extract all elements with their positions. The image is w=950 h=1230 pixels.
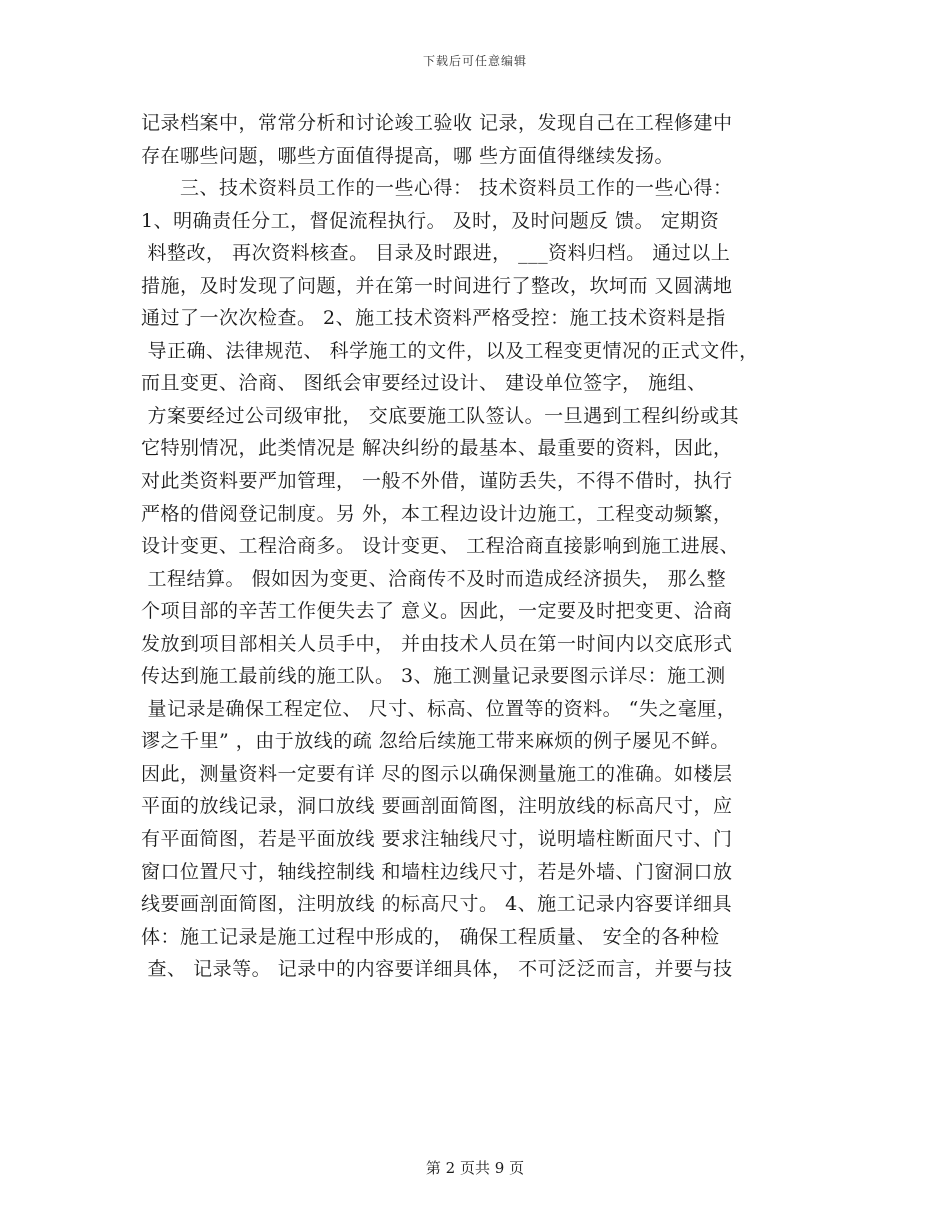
- text-line: 而且变更、洽商、 图纸会审要经过设计、 建设单位签字， 施组、: [141, 372, 707, 395]
- text-line: 工程结算。 假如因为变更、洽商传不及时而造成经济损失， 那么整: [141, 567, 727, 590]
- text-line: 设计变更、工程洽商多。 设计变更、 工程洽商直接影响到施工进展、: [141, 535, 740, 558]
- text-line: 量记录是确保工程定位、 尺寸、标高、位置等的资料。 “失之毫厘，: [141, 697, 737, 720]
- text-line: 料整改， 再次资料核查。 目录及时跟进， ___资料归档。 通过以上: [141, 242, 731, 265]
- document-body: [141, 107, 811, 986]
- text-line: 对此类资料要严加管理， 一般不外借，谨防丢失，不得不借时，执行: [141, 470, 733, 493]
- text-line: 线要画剖面简图，注明放线 的标高尺寸。 4、施工记录内容要详细具: [141, 893, 733, 916]
- text-line: 平面的放线记录，洞口放线 要画剖面简图，注明放线的标高尺寸，应: [141, 795, 733, 818]
- text-line: 措施，及时发现了问题，并在第一时间进行了整改，坎坷而 又圆满地: [141, 274, 733, 297]
- text-line: 传达到施工最前线的施工队。 3、施工测量记录要图示详尽：施工测: [141, 665, 726, 688]
- text-line: 记录档案中，常常分析和讨论竣工验收 记录，发现自己在工程修建中: [141, 112, 733, 134]
- text-line: 它特别情况，此类情况是 解决纠纷的最基本、最重要的资料，因此，: [141, 437, 733, 460]
- text-line: 谬之千里” ，由于放线的疏 忽给后续施工带来麻烦的例子屡见不鲜。: [141, 730, 730, 753]
- text-line: 1、明确责任分工，督促流程执行。 及时，及时问题反 馈。 定期资: [141, 209, 720, 232]
- text-line: 导正确、法律规范、 科学施工的文件，以及工程变更情况的正式文件，: [141, 339, 759, 362]
- text-line: 窗口位置尺寸，轴线控制线 和墙柱边线尺寸，若是外墙、门窗洞口放: [141, 860, 733, 883]
- text-line: 存在哪些问题，哪些方面值得提高，哪 些方面值得继续发扬。: [141, 144, 675, 167]
- text-line: 严格的借阅登记制度。另 外，本工程边设计边施工，工程变动频繁，: [141, 502, 733, 525]
- page-header: 下载后可任意编辑: [422, 54, 527, 68]
- text-line: 因此，测量资料一定要有详 尽的图示以确保测量施工的准确。如楼层: [141, 762, 733, 785]
- text-line: 个项目部的辛苦工作便失去了 意义。因此，一定要及时把变更、洽商: [141, 600, 733, 623]
- text-line: 三、技术资料员工作的一些心得： 技术资料员工作的一些心得：: [141, 177, 733, 200]
- text-line: 有平面简图，若是平面放线 要求注轴线尺寸，说明墙柱断面尺寸、门: [141, 828, 733, 851]
- page-number-footer: 第 2 页共 9 页: [425, 1159, 525, 1177]
- text-line: 发放到项目部相关人员手中， 并由技术人员在第一时间内以交底形式: [141, 632, 733, 655]
- text-line: 通过了一次次检查。 2、施工技术资料严格受控：施工技术资料是指: [141, 307, 726, 330]
- text-line: 体：施工记录是施工过程中形成的， 确保工程质量、 安全的各种检: [141, 925, 720, 948]
- text-line: 查、 记录等。 记录中的内容要详细具体， 不可泛泛而言，并要与技: [141, 958, 733, 981]
- text-line: 方案要经过公司级审批， 交底要施工队签认。一旦遇到工程纠纷或其: [141, 404, 740, 427]
